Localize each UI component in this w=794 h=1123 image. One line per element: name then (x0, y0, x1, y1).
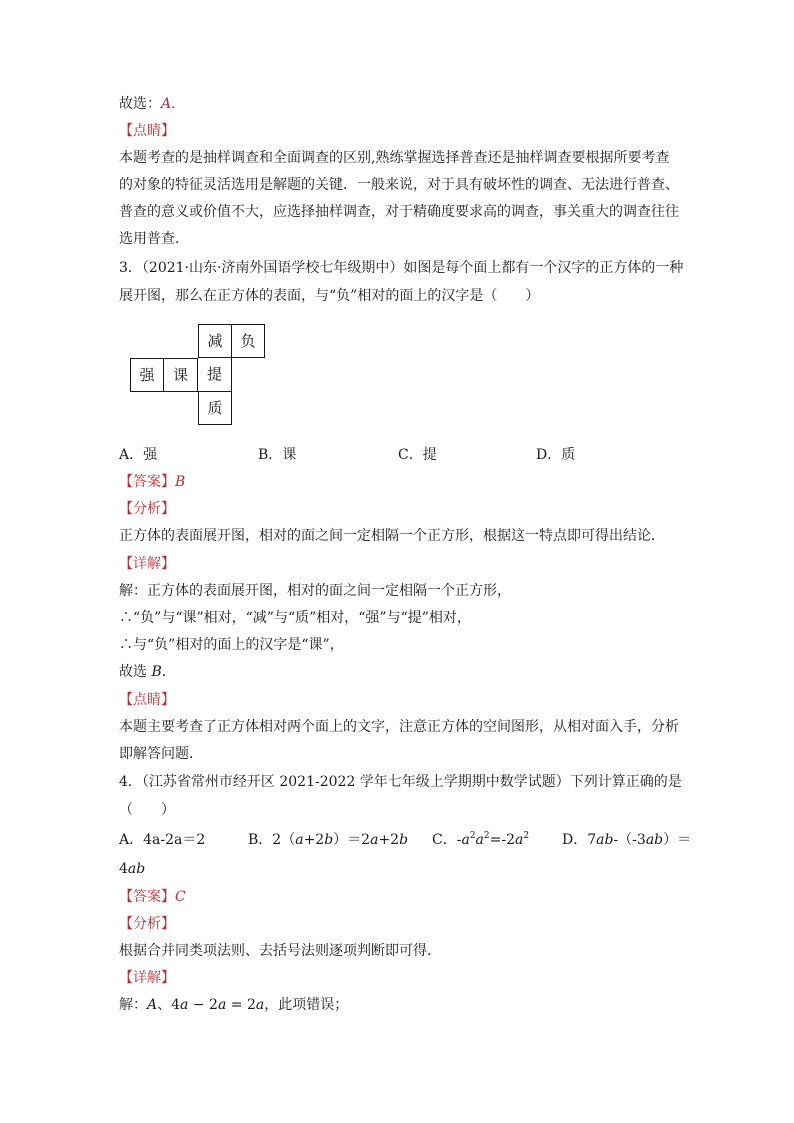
question-4-stem: （ ） (119, 802, 175, 818)
section-heading: 【详解】 (119, 556, 175, 572)
paragraph-line: 普查的意义或价值不大，应选择抽样调查，对于精确度要求高的调查，事关重大的调查往往 (119, 204, 679, 220)
answer-line (119, 888, 186, 906)
option-a: A．4a-2a＝2 (119, 832, 206, 848)
section-heading: 【详解】 (119, 970, 175, 986)
paragraph-line: 正方体的表面展开图，相对的面之间一定相隔一个正方形，根据这一特点即可得出结论． (119, 528, 665, 544)
cube-net-figure (130, 324, 256, 428)
paragraph-line: 本题主要考查了正方体相对两个面上的文字，注意正方体的空间图形，从相对面入手，分析 (119, 719, 679, 735)
paragraph-line: ∴与“负”相对的面上的汉字是“课”， (119, 637, 344, 653)
paragraph-line: 解：正方体的表面展开图，相对的面之间一定相隔一个正方形， (119, 583, 511, 599)
net-cell: 提 (198, 358, 232, 392)
net-cell: 质 (198, 391, 232, 425)
paragraph-line: ∴“负”与“课”相对，“减”与“质”相对，“强”与“提”相对， (119, 610, 471, 626)
option-d: D．质 (536, 447, 576, 463)
conclusion-line (119, 95, 185, 113)
paragraph-line: 解：A、4a − 2a = 2a，此项错误； (119, 997, 349, 1013)
net-cell: 课 (164, 358, 198, 392)
paragraph-line: 选用普查． (119, 231, 189, 247)
net-cell: 负 (231, 324, 265, 358)
option-c: C．$-a^2a^2=-2a^2$ (432, 831, 530, 848)
answer-label: 【答案】 (119, 474, 175, 490)
paragraph-line: 即解答问题． (119, 746, 203, 762)
answer-letter: B (151, 664, 162, 680)
text: 故选： (119, 96, 161, 112)
text: ． (171, 96, 186, 112)
answer-value: B (175, 474, 186, 490)
text: 故选 (119, 664, 152, 680)
answer-line (119, 473, 185, 491)
paragraph-line: 根据合并同类项法则、去括号法则逐项判断即可得． (119, 943, 441, 959)
answer-letter: A (161, 96, 172, 112)
paragraph-line: 的对象的特征灵活选用是解题的关键．一般来说，对于具有破坏性的调查、无法进行普查、 (119, 177, 679, 193)
option-c: C．提 (398, 447, 437, 463)
option-b: B．课 (258, 447, 297, 463)
answer-value: C (175, 889, 186, 905)
section-heading: 【点睛】 (119, 123, 175, 139)
option-d: D．7ab-（-3ab）＝ (562, 832, 692, 848)
section-heading: 【点睛】 (119, 692, 175, 708)
option-b: B．2（a+2b）＝2a+2b (248, 832, 409, 848)
question-3-stem: 3．（2021·山东·济南外国语学校七年级期中）如图是每个面上都有一个汉字的正方体的一种 (119, 260, 684, 276)
question-3-stem: 展开图，那么在正方体的表面，与“负”相对的面上的汉字是（ ） (119, 288, 540, 304)
paragraph-line (119, 663, 176, 681)
section-heading: 【分析】 (119, 501, 175, 517)
option-d-continued: 4ab (119, 861, 146, 877)
answer-label: 【答案】 (119, 889, 175, 905)
option-a: A．强 (119, 447, 158, 463)
paragraph-line: 本题考查的是抽样调查和全面调查的区别,熟练掌握选择普查还是抽样调查要根据所要考查 (119, 150, 670, 166)
text: ． (161, 664, 176, 680)
section-heading: 【分析】 (119, 916, 175, 932)
question-4-stem: 4．（江苏省常州市经开区 2021-2022 学年七年级上学期期中数学试题）下列计算正确的是 (119, 774, 682, 790)
net-cell: 强 (130, 358, 164, 392)
net-cell: 减 (198, 324, 232, 358)
